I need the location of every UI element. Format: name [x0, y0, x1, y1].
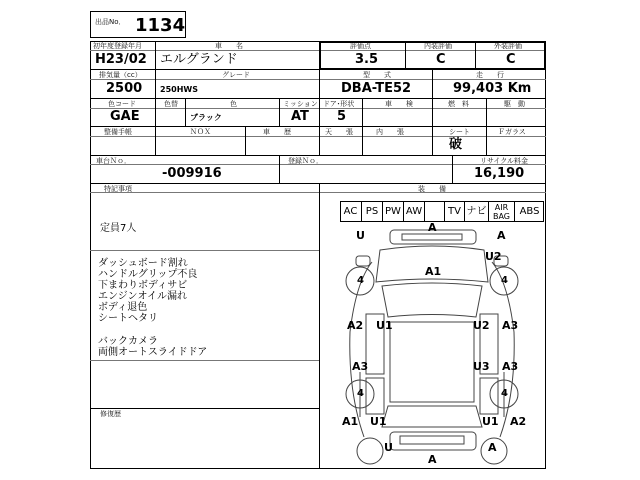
code-tire-front-right: 4: [501, 275, 508, 286]
note-1: ダッシュボード割れ: [98, 258, 188, 269]
code-side-u1: U1: [376, 319, 393, 332]
grade-label: グレード: [222, 71, 250, 79]
code-rear-a3-left: A3: [352, 360, 369, 373]
mileage-value: 99,403 Km: [453, 81, 532, 96]
transmission-label: ミッション: [283, 100, 318, 108]
color-type-label: 色替: [164, 100, 178, 108]
chassis-label: 車台Ｎｏ．: [96, 157, 131, 165]
glass-label: Ｆガラス: [498, 128, 526, 136]
equip-navi: ナビ: [465, 202, 489, 221]
interior-value: C: [436, 52, 446, 67]
code-side-u2: U2: [473, 319, 490, 332]
door-shape-label: ドア･形状: [323, 100, 355, 108]
color-value: ブラック: [190, 113, 222, 122]
equip-ac: AC: [340, 202, 362, 221]
repair-label: 修復歴: [100, 410, 121, 418]
model-value: DBA-TE52: [341, 81, 412, 96]
equip-ps: PS: [362, 202, 383, 221]
code-bottom-u: U: [384, 441, 393, 454]
code-side-a2: A2: [347, 319, 364, 332]
exterior-label: 外装評価: [494, 42, 522, 50]
exterior-value: C: [506, 52, 516, 67]
code-hood-right: U2: [485, 250, 502, 263]
code-bottom-a-right: A: [488, 441, 497, 454]
color-label: 色: [230, 100, 237, 108]
note-3: 下まわりボディサビ: [98, 280, 188, 291]
car-diagram: [320, 222, 545, 468]
code-rear-u3: U3: [473, 360, 490, 373]
equip-aw: AW: [404, 202, 425, 221]
code-rear-a3-right: A3: [502, 360, 519, 373]
displacement-label: 排気量（cc）: [99, 71, 142, 79]
transmission-value: AT: [291, 109, 309, 124]
option-1: バックカメラ: [98, 336, 158, 347]
score-label: 評価点: [350, 42, 371, 50]
code-hood: A1: [425, 265, 442, 278]
code-top-right: A: [497, 229, 506, 242]
maintenance-label: 整備手帳: [104, 128, 132, 136]
history-label: 車 歴: [263, 128, 291, 136]
code-lower-u1-left: U1: [370, 415, 387, 428]
drive-label: 駆 動: [504, 100, 525, 108]
lot-number-box: [90, 11, 186, 38]
displacement-value: 2500: [106, 81, 143, 96]
first-reg-label: 初年度登録年月: [93, 42, 142, 50]
code-top-center: A: [428, 221, 437, 234]
seat-value: 破: [449, 137, 463, 152]
code-lower-a2: A2: [510, 415, 527, 428]
equipment-label: 装 備: [418, 185, 446, 193]
nox-label: ＮＯＸ: [190, 128, 211, 136]
mileage-label: 走 行: [476, 71, 504, 79]
lot-number: 1134: [135, 15, 186, 36]
car-name-label: 車 名: [215, 42, 243, 50]
recycle-label: リサイクル料金: [480, 157, 529, 165]
car-name-value: エルグランド: [160, 52, 238, 67]
code-tire-front-left: 4: [357, 275, 364, 286]
score-value: 3.5: [355, 52, 379, 67]
equip-airbag: AIR BAG: [489, 202, 515, 221]
color-code-value: GAE: [110, 109, 140, 124]
code-tire-rear-right: 4: [501, 388, 508, 399]
equip-abs: ABS: [519, 206, 540, 217]
interior-trim-label: 内 張: [376, 128, 404, 136]
code-side-a3: A3: [502, 319, 519, 332]
capacity-note: 定員7人: [100, 223, 137, 234]
code-lower-a1: A1: [342, 415, 359, 428]
sunroof-label: 天 張: [325, 128, 353, 136]
recycle-value: 16,190: [474, 166, 525, 181]
grade-value: 250HWS: [160, 85, 198, 94]
equip-pw: PW: [383, 202, 404, 221]
note-5: ボディ退色: [98, 302, 148, 313]
model-label: 型 式: [363, 71, 391, 79]
note-2: ハンドルグリップ不良: [98, 269, 198, 280]
inspection-label: 車 検: [385, 100, 413, 108]
equip-blank: [425, 202, 445, 221]
fuel-label: 燃 料: [448, 100, 469, 108]
remarks-label: 特記事項: [104, 185, 132, 193]
note-4: エンジンオイル漏れ: [98, 291, 187, 302]
color-code-label: 色コード: [108, 100, 136, 108]
chassis-value: -009916: [162, 166, 222, 181]
code-top-left: U: [356, 229, 365, 242]
lot-number-label: 出品No．: [95, 18, 126, 26]
option-2: 両側オートスライドドア: [98, 347, 208, 358]
door-shape-value: 5: [337, 109, 347, 124]
code-lower-u1-right: U1: [482, 415, 499, 428]
registration-label: 登録Ｎｏ．: [288, 157, 323, 165]
first-reg-value: H23/02: [95, 52, 147, 67]
seat-label: シート: [449, 128, 470, 136]
equip-tv: TV: [445, 202, 465, 221]
interior-label: 内装評価: [424, 42, 452, 50]
code-bottom-a-center: A: [428, 453, 437, 466]
code-tire-rear-left: 4: [357, 388, 364, 399]
note-6: シートヘタリ: [98, 313, 158, 324]
